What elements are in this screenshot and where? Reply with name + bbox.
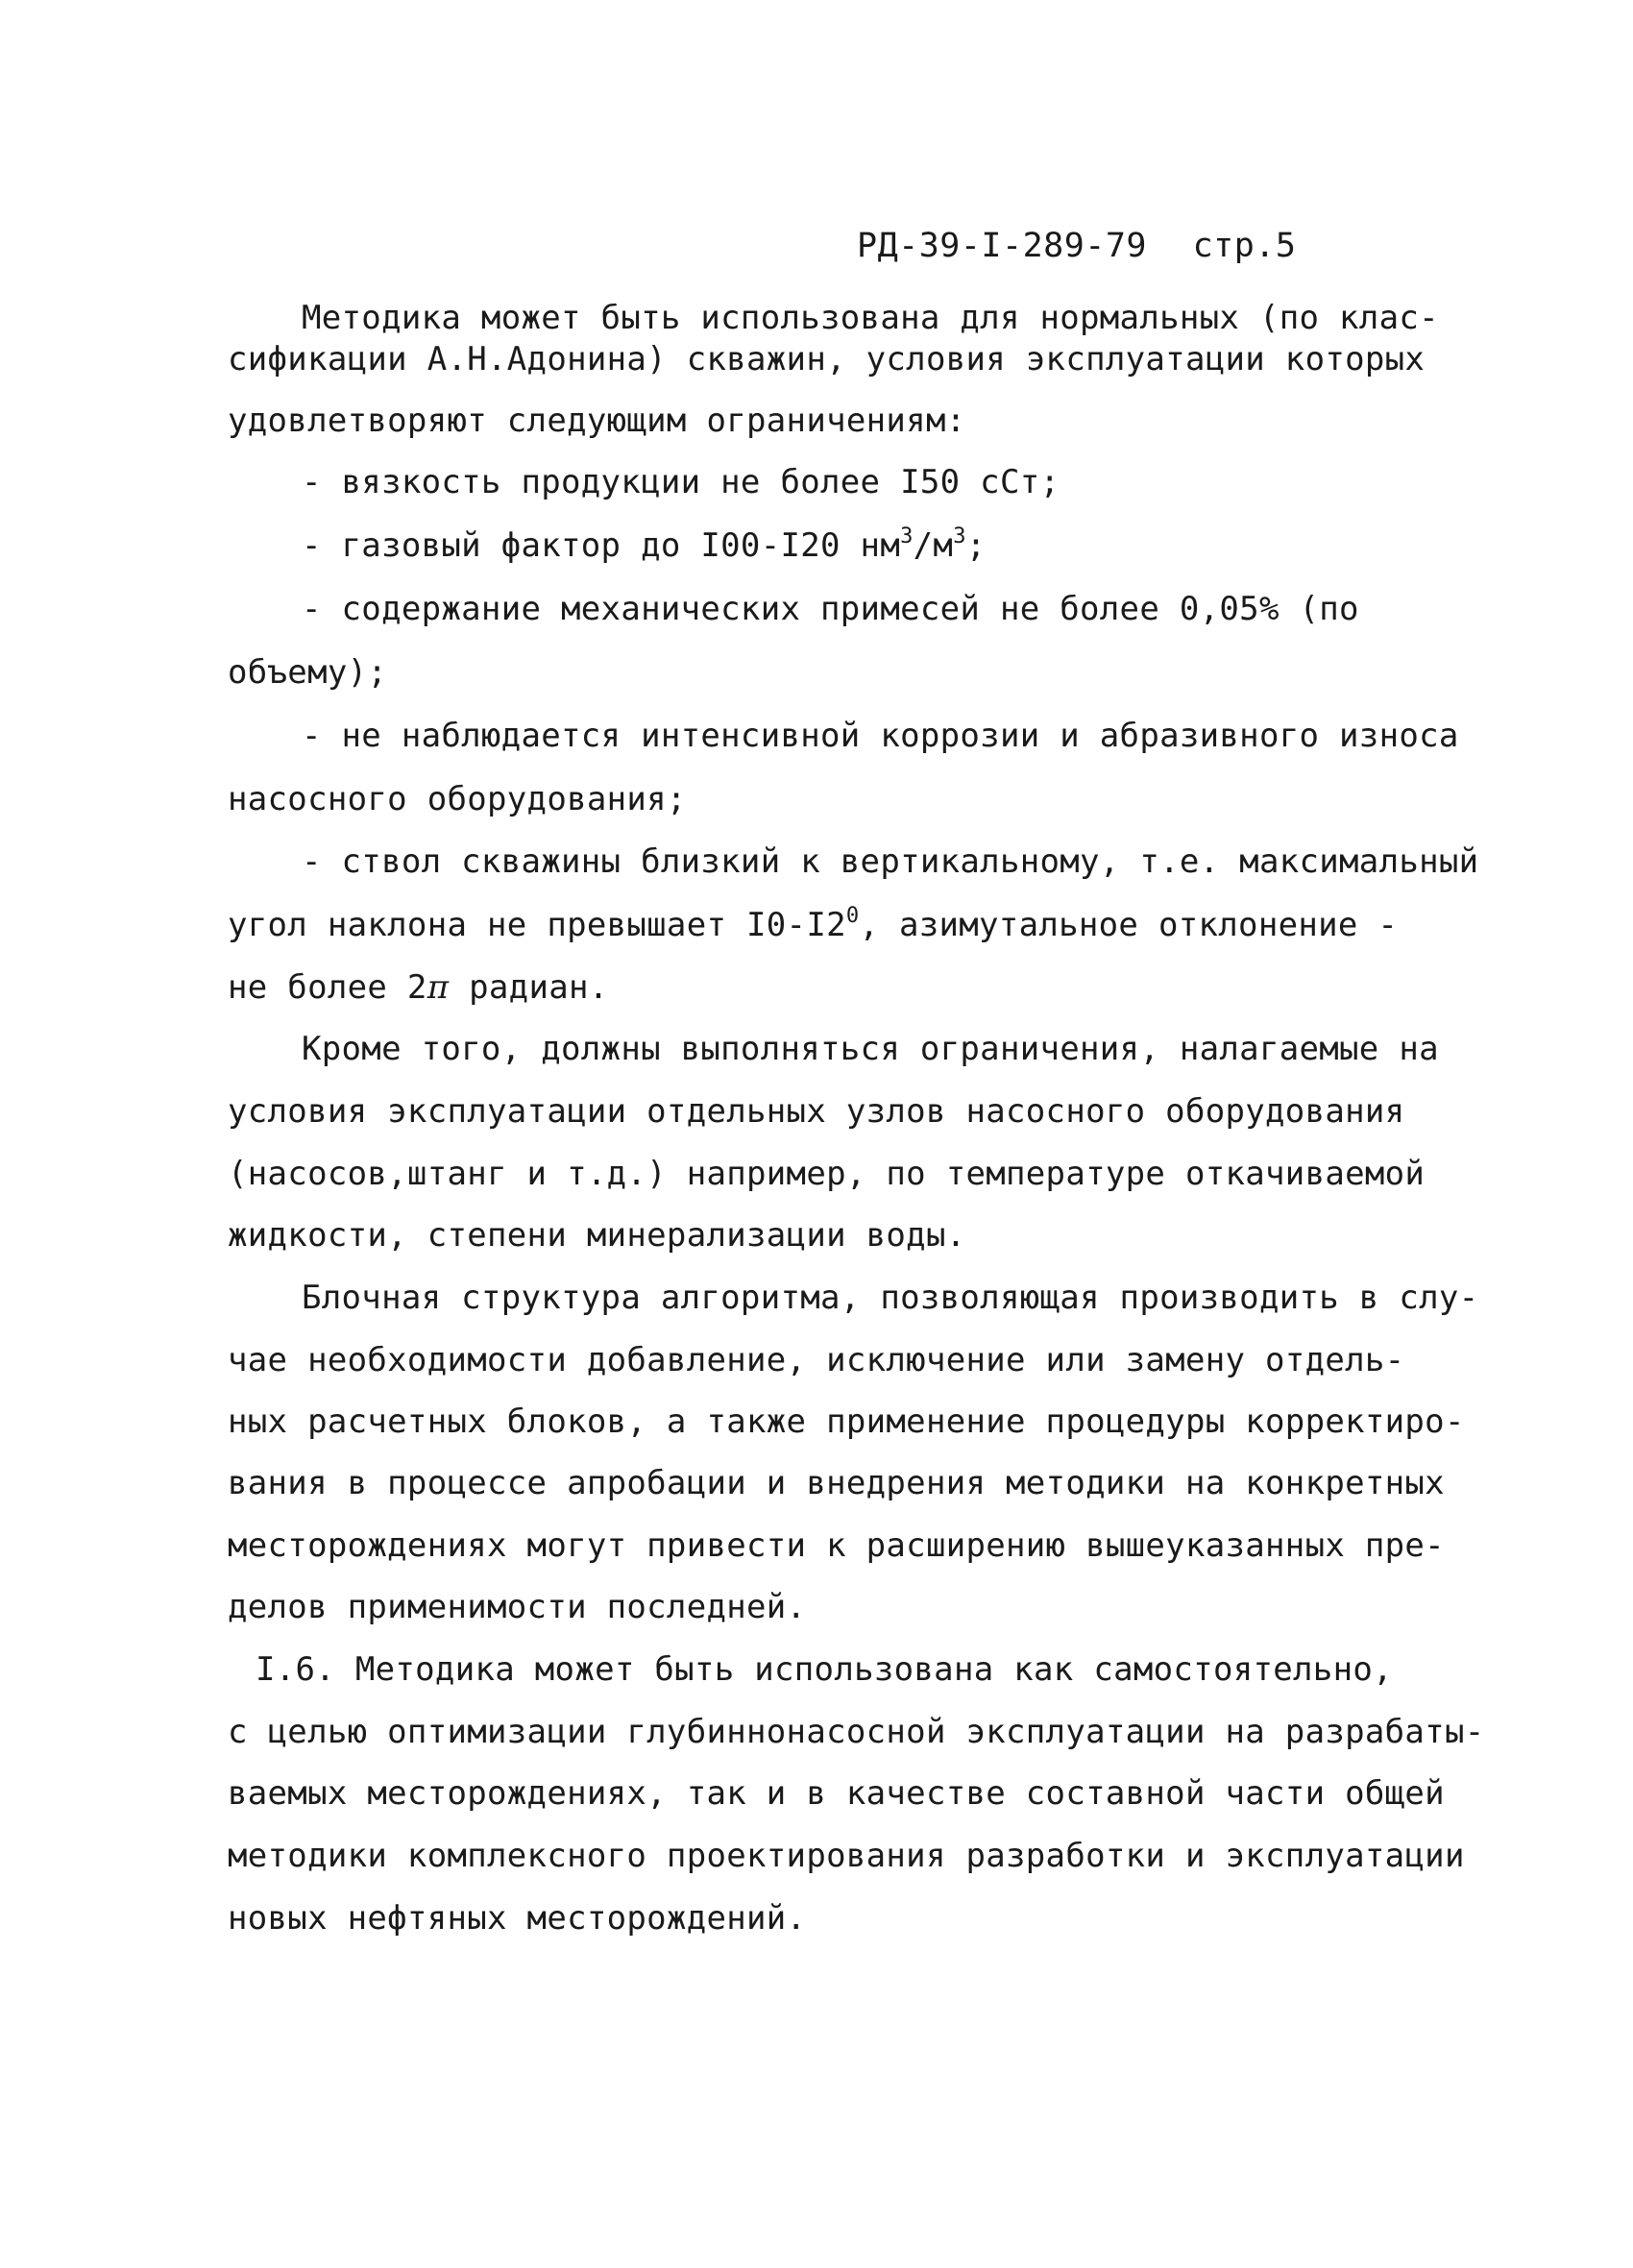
list-item: [302, 526, 987, 565]
text-line: сификации А.Н.Адонина) скважин, условия эксплуатации которых: [228, 340, 1426, 378]
text-line: чае необходимости добавление, исключение или замену отдель-: [228, 1341, 1405, 1379]
superscript: 3: [953, 524, 966, 549]
text-line: [228, 968, 609, 1007]
text-line: месторождениях могут привести к расширению вышеуказанных пре-: [228, 1526, 1445, 1565]
text-line: Кроме того, должны выполняться ограничения, налагаемые на: [302, 1030, 1439, 1068]
list-item: - ствол скважины близкий к вертикальному, т.е. максимальный: [302, 842, 1479, 881]
text-run: ;: [965, 526, 987, 565]
document-code: РД-39-I-289-79: [857, 227, 1148, 265]
text-line: условия эксплуатации отдельных узлов насосного оборудования: [228, 1092, 1405, 1131]
text-run: - газовый фактор до I00-I20 нм: [302, 526, 901, 565]
page-number: стр.5: [1192, 227, 1297, 265]
text-run: радиан.: [449, 968, 609, 1007]
superscript: 3: [900, 524, 914, 549]
text-line: [228, 906, 1398, 944]
text-run: /м: [913, 526, 954, 565]
text-line: вания в процессе апробации и внедрения методики на конкретных: [228, 1464, 1445, 1502]
text-line: жидкости, степени минерализации воды.: [228, 1216, 966, 1255]
list-item: - вязкость продукции не более I50 сСт;: [302, 463, 1060, 501]
text-line: новых нефтяных месторождений.: [228, 1899, 807, 1938]
superscript: 0: [845, 904, 860, 928]
pi-symbol: π: [427, 968, 450, 1007]
text-run: не более 2: [228, 968, 427, 1007]
text-line: Методика может быть использована для нормальных (по клас-: [302, 299, 1439, 337]
text-line: Блочная структура алгоритма, позволяющая производить в слу-: [302, 1279, 1479, 1317]
text-run: угол наклона не превышает I0-I2: [228, 906, 846, 944]
text-line: ваемых месторождениях, так и в качестве составной части общей: [228, 1774, 1445, 1813]
text-line: с целью оптимизации глубиннонасосной эксплуатации на разрабаты-: [228, 1713, 1485, 1751]
section-paragraph: I.6. Методика может быть использована как самостоятельно,: [256, 1650, 1393, 1689]
text-line: насосного оборудования;: [228, 780, 687, 818]
text-line: делов применимости последней.: [228, 1588, 807, 1626]
text-line: удовлетворяют следующим ограничениям:: [228, 402, 966, 440]
text-line: объему);: [228, 653, 388, 692]
text-line: ных расчетных блоков, а также применение процедуры корректиро-: [228, 1402, 1465, 1441]
text-line: методики комплексного проектирования разработки и эксплуатации: [228, 1837, 1465, 1875]
text-run: , азимутальное отклонение -: [859, 906, 1399, 944]
page-header: [857, 227, 1296, 265]
list-item: - не наблюдается интенсивной коррозии и абразивного износа: [302, 717, 1459, 755]
text-line: (насосов,штанг и т.д.) например, по температуре откачиваемой: [228, 1155, 1426, 1193]
list-item: - содержание механических примесей не более 0,05% (по: [302, 590, 1359, 628]
